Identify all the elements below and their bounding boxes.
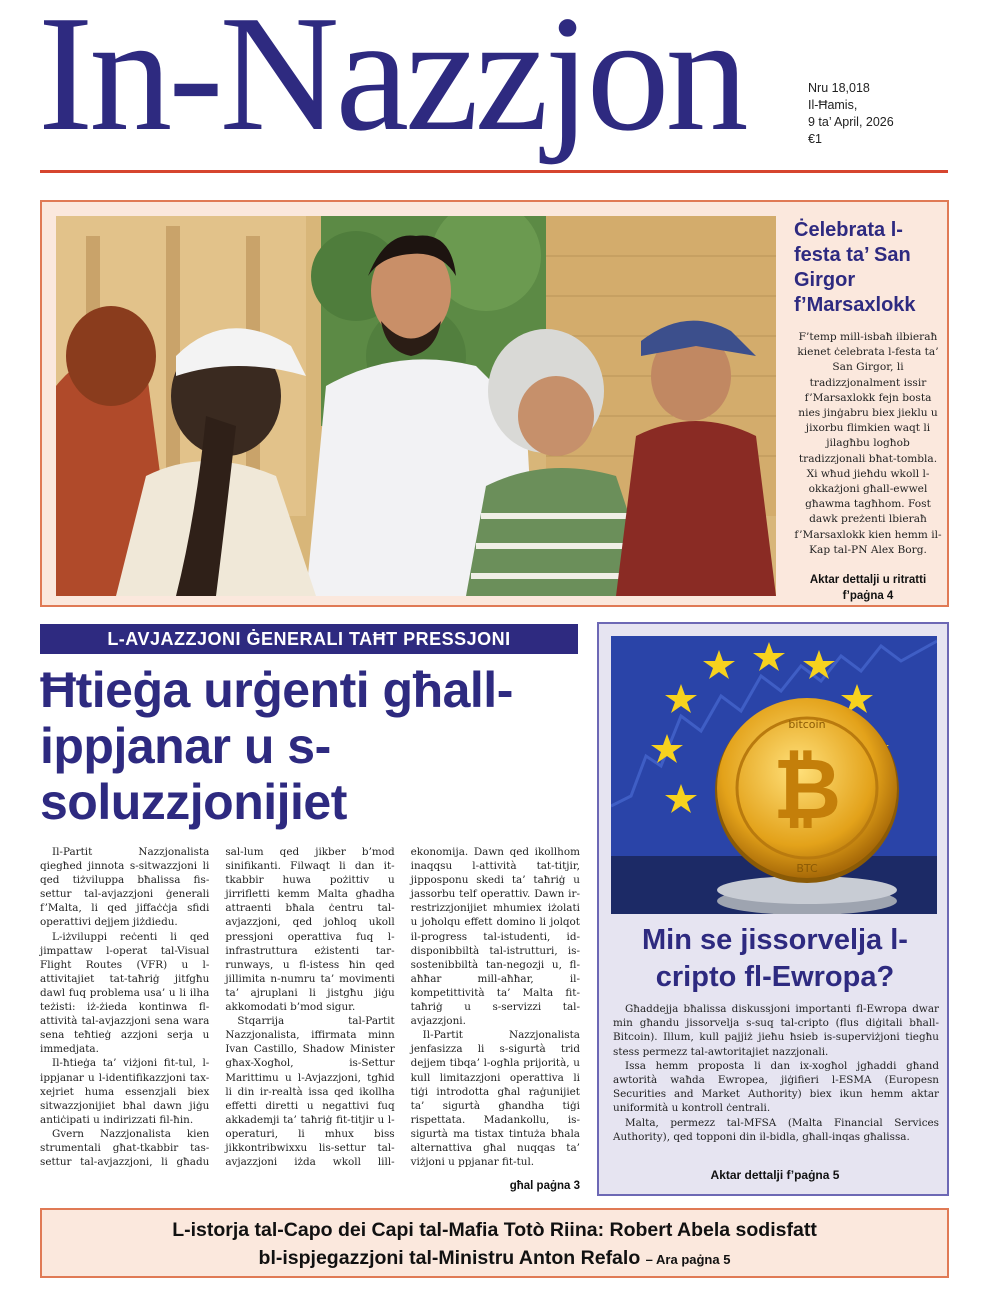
issue-date: 9 ta’ April, 2026 <box>808 115 894 129</box>
bitcoin-icon: ₿ <box>772 740 842 838</box>
crypto-story-paragraph: Għaddejja bħalissa diskussjoni importanti fl-Ewropa dwar min għandu jissorvelja s-suq tal-cripto (flus diġitali bħall-Bitcoin). Illum, kull pajjiż jieħu ħsieb is-superviżjoni tiegħu stess permezz tal-awtoritajiet nazzjonali. <box>613 1003 939 1058</box>
top-story-sidebar <box>794 218 942 604</box>
bottom-banner-line1: L-istorja tal-Capo dei Capi tal-Mafia Totò Riina: Robert Abela sodisfatt <box>172 1219 817 1241</box>
bottom-banner-line2-wrap <box>42 1244 947 1274</box>
issue-number: Nru 18,018 <box>808 81 870 95</box>
coin-bottom-text: BTC <box>796 862 818 875</box>
crypto-story-paragraph: Issa hemm proposta li dan ix-xogħol jgħaddi għand awtorità waħda Ewropea, jiġifieri l-ESMA (Europesn Securities and Market Authority) biex ikun hemm aktar uniformità u kontroll ċentrali. <box>613 1059 939 1115</box>
masthead <box>38 0 808 178</box>
top-story-more-link[interactable]: Aktar dettalji u ritratti f’paġna 4 <box>809 574 927 603</box>
main-story-kicker: L-AVJAZZJONI ĠENERALI TAĦT PRESSJONI <box>40 624 578 654</box>
main-story-paragraph: Gvern Nazzjonalista kien strumentali għat-tkabbir tas-settur tal-avjazzjoni, li għadu sal-lum qed jikber b’mod sinifikanti. Filwaqt li dan it-tkabbir huwa pożittiv u jirrifletti kemm Malta għadha attraenti bħala ċentru tal-avjazzjoni, qed joħloq ukoll pressjoni operattiva fuq l-infrastruttura eżistenti tar-runways, u fl-istess ħin qed jillimita n-numru ta’ movimenti ta’ ajruplani li jistgħu jiġu akkomodati b’mod sigur. <box>40 846 395 1169</box>
festa-photo-illustration <box>56 216 776 596</box>
crypto-story-headline[interactable]: Min se jissorvelja l-cripto fl-Ewropa? <box>642 924 908 993</box>
main-story-headline[interactable]: Ħtieġa urġenti għall-ippjanar u s-soluzzjonijiet <box>40 662 513 830</box>
main-story-paragraph: L-iżviluppi reċenti li qed jimpattaw l-operat tal-Visual Flight Routes (VFR) u l-attivitajiet tat-taħriġ jitfgħu dawl fuq problema usa’ u li ilha teżisti: iż-żieda kontinwa fl-attività tal-avjazzjoni sena wara sena teħtieġ azzjoni serja u immedjata. <box>40 930 210 1056</box>
issue-price: €1 <box>808 132 822 146</box>
main-story-paragraph: Il-ħtieġa ta’ viżjoni fit-tul, l-ippjanar u l-identifikazzjoni tax-xejriet huma essenzjali biex sitwazzjonijiet bħal dawn jiġu antiċipati u indirizzati fil-ħin. <box>40 1057 210 1126</box>
newspaper-title: In-Nazzjon <box>38 0 745 165</box>
festa-photo <box>56 216 776 596</box>
main-story-body <box>40 845 580 1180</box>
bottom-banner-line2: bl-ispjegazzjoni tal-Ministru Anton Refalo <box>258 1247 641 1269</box>
bottom-banner-story[interactable] <box>40 1208 949 1278</box>
top-story-headline[interactable]: Ċelebrata l-festa ta’ San Girgor f’Marsaxlokk <box>794 219 916 316</box>
coin-top-text: bitcoin <box>788 718 826 731</box>
issue-day: Il-Ħamis, <box>808 98 858 112</box>
main-story-jump-link[interactable]: għal paġna 3 <box>509 1180 580 1192</box>
main-story-paragraph: Il-Partit Nazzjonalista qiegħed jinnota s-sitwazzjoni li qed tiżviluppa bħalissa fis-settur tal-avjazzjoni ġenerali f’Malta, li qed jiffaċċja sfidi operattivi dejjem jiżdiedu. <box>40 846 210 929</box>
bitcoin-eu-illustration <box>611 636 937 914</box>
top-story <box>40 200 949 607</box>
bitcoin-eu-photo <box>611 636 937 914</box>
masthead-divider <box>40 170 948 173</box>
bottom-banner-jump-link[interactable]: – Ara paġna 5 <box>645 1252 731 1267</box>
crypto-story-paragraph: Malta, permezz tal-MFSA (Malta Financial Services Authority), qed topponi din il-bidla, għall-inqas għalissa. <box>613 1116 939 1143</box>
crypto-story-body <box>613 1002 939 1144</box>
top-story-body: F’temp mill-isbaħ ilbieraħ kienet ċelebrata l-festa ta’ San Girgor, li tradizzjonalment issir f’Marsaxlokk fejn bosta nies jinġabru biex jieklu u jixorbu flimkien waqt li jilagħbu logħob tradizzjonali bħat-tombla. Xi wħud jieħdu wkoll l-okkażjoni għall-ewwel għawma tagħhom. Fost dawk preżenti lbieraħ f’Marsaxlokk kien hemm il-Kap tal-PN Alex Borg. <box>794 331 942 556</box>
crypto-story <box>597 622 949 1196</box>
issue-info <box>808 80 958 148</box>
main-story-paragraph: Il-Partit Nazzjonalista jenfasizza li s-sigurtà trid dejjem tibqa’ l-ogħla prijorità, u kull limitazzjoni operattiva li tiġi introdotta għal raġunijiet ta’ sigurtà għandha tiġi rispettata. Madankollu, is-sigurtà ma tistax tintuża bħala alternattiva għal nuqqas ta’ viżjoni u ppjanar fit-tul. <box>410 1029 580 1169</box>
main-story-paragraph: Stqarrija tal-Partit Nazzjonalista, iffirmata minn Ivan Castillo, Shadow Minister għax-Xogħol, is-Settur Marittimu u l-Avjazzjoni, tgħid li din ir-realtà issa qed ikollha effetti diretti u negattivi fuq akkademji ta’ taħriġ fit-titjir u l-operaturi, li mhux biss jikkontribwixxu lis-settur tal-avjazzjoni iżda wkoll lill-ekonomija. Dawn qed ikollhom inaqqsu l-attività tat-titjir, jipposponu skedi ta’ taħriġ u jassorbu telf operattiv. Dawn ir-restrizzjonijiet mhumiex iżolati u joħolqu effett domino li jolqot il-progress tal-istudenti, id-disponibbiltà tal-istrutturi, is-sostenibbiltà tan-negozji u, fl-aħħar mill-aħħar, il-kompetittività ta’ Malta fit-taħriġ u s-servizzi tal-avjazzjoni. <box>225 846 580 1169</box>
crypto-story-more-link[interactable]: Aktar dettalji f’paġna 5 <box>710 1168 840 1182</box>
